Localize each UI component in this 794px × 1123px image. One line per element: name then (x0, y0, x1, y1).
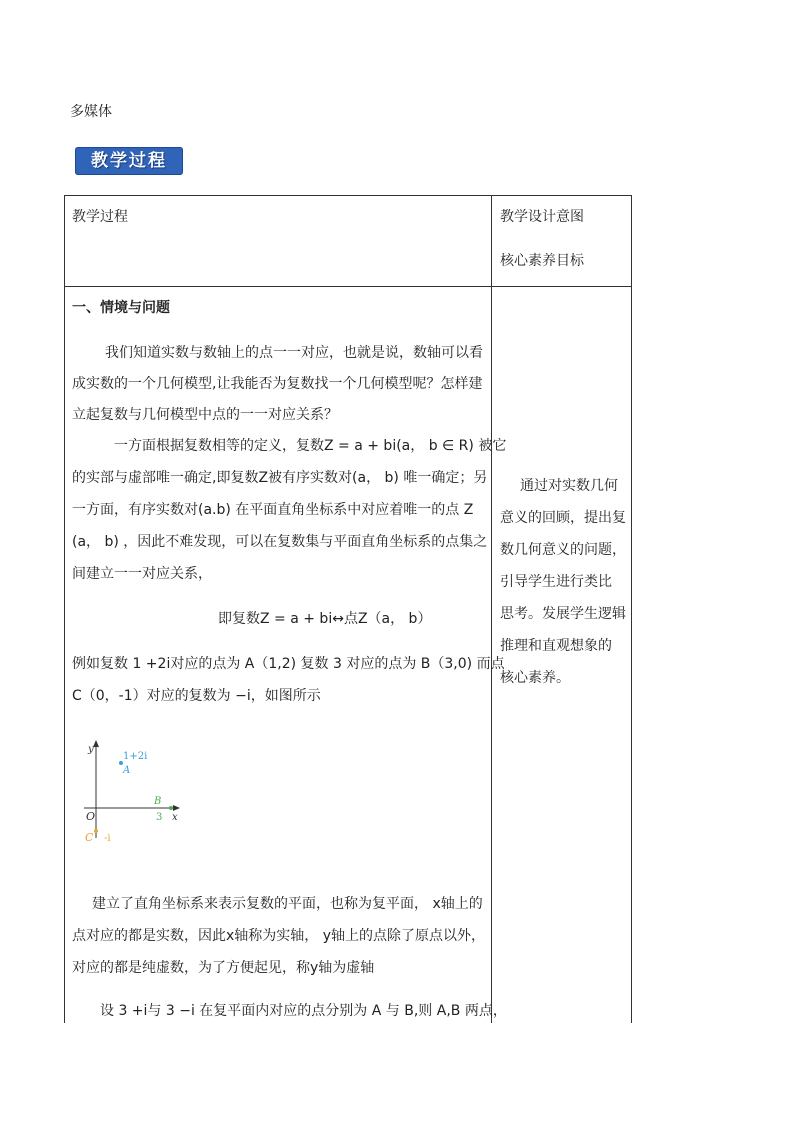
column-divider (491, 195, 492, 1023)
point-c-value: -i (104, 833, 111, 844)
point-b-label: B (154, 796, 162, 807)
point-a-label: A (123, 765, 131, 776)
paragraph-line: 对应的都是纯虚数，为了方便起见，称y轴为虚轴 (72, 960, 375, 976)
paragraph-line: 设 3 +i与 3 −i 在复平面内对应的点分别为 A 与 B,则 A,B 两点， (100, 1003, 507, 1019)
header-right-design-intent: 教学设计意图 (500, 209, 584, 225)
complex-plane-figure (80, 738, 190, 848)
intent-line: 思考。发展学生逻辑 (500, 606, 626, 622)
paragraph-line: 的实部与虚部唯一确定,即复数Z被有序实数对(a， b) 唯一确定；另 (72, 470, 488, 486)
y-axis-label: y (88, 744, 94, 755)
point-c (94, 829, 98, 833)
section-title: 一、情境与问题 (72, 300, 170, 316)
paragraph-line: 间建立一一对应关系， (72, 566, 212, 582)
design-intent-text (500, 470, 626, 694)
paragraph-line: 一方面根据复数相等的定义，复数Z = a + bi(a， b ∈ R) 被它 (114, 438, 507, 454)
y-axis-arrow-icon (93, 740, 99, 747)
paragraph-line: (a， b) ，因此不难发现，可以在复数集与平面直角坐标系的点集之 (72, 534, 488, 550)
center-formula: 即复数Z = a + bi↔点Z（a， b） (218, 611, 432, 627)
intent-line: 数几何意义的问题， (500, 542, 626, 558)
x-axis-label: x (172, 812, 178, 823)
point-b (169, 806, 173, 810)
intent-line: 推理和直观想象的 (500, 638, 612, 654)
intent-line: 引导学生进行类比 (500, 574, 612, 590)
intent-line: 意义的回顾，提出复 (500, 510, 626, 526)
x-axis-arrow-icon (173, 805, 180, 811)
section-banner (75, 147, 183, 175)
paragraph-line: 建立了直角坐标系来表示复数的平面，也称为复平面， x轴上的 (92, 896, 483, 912)
origin-label: O (86, 810, 96, 823)
header-left: 教学过程 (72, 209, 128, 225)
paragraph-line: 成实数的一个几何模型,让我能否为复数找一个几何模型呢？怎样建 (72, 376, 483, 392)
banner-text: 教学过程 (91, 151, 167, 171)
section-label: 多媒体 (70, 104, 112, 120)
header-divider (64, 286, 632, 287)
paragraph-line: 例如复数 1 +2i对应的点为 A（1,2) 复数 3 对应的点为 B（3,0) 而点 (72, 656, 505, 672)
paragraph-line: 点对应的都是实数，因此x轴称为实轴， y轴上的点除了原点以外， (72, 928, 486, 944)
paragraph-line: C（0，-1）对应的复数为 −i，如图所示 (72, 688, 321, 704)
intent-line: 通过对实数几何 (520, 478, 618, 494)
point-a-value: 1+2i (123, 751, 148, 762)
paragraph-line: 我们知道实数与数轴上的点一一对应，也就是说，数轴可以看 (105, 345, 483, 361)
paragraph-line: 立起复数与几何模型中点的一一对应关系？ (72, 407, 338, 423)
paragraph-line: 一方面，有序实数对(a.b) 在平面直角坐标系中对应着唯一的点 Z (72, 502, 474, 518)
point-b-value: 3 (156, 812, 163, 823)
point-c-label: C (85, 831, 94, 844)
intent-line: 核心素养。 (500, 670, 570, 686)
header-right-core-literacy: 核心素养目标 (500, 253, 584, 269)
